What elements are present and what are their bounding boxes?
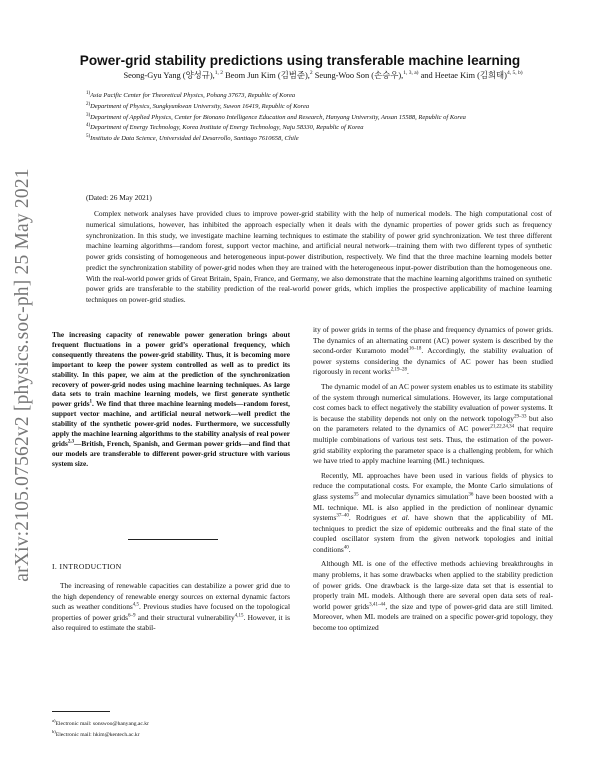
author-name: Beom Jun Kim (김범준), [223,70,310,80]
footnotes [52,717,149,740]
citation: 1 [89,399,93,405]
author-affiliation-mark: 1, 2 [214,70,223,76]
footnote-divider [52,711,110,712]
citation: 40 [343,545,349,551]
citation: 29–33 [513,414,527,420]
paper-title: Power-grid stability predictions using transferable machine learning [79,53,521,68]
affiliation: $^{4)}$Department of Energy Technology, Korea Institute of Energy Technology, Naju 58330, Republic of Korea [86,123,364,132]
affiliation-list [86,90,556,144]
citation: 6–9 [127,613,136,619]
author-affiliation-mark: 2 [309,70,313,76]
citation: 16–18 [408,346,422,352]
footnote: $^{a)}$Electronic mail: sonswoo@hanyang.ac.kr [52,718,149,727]
affiliation: $^{1)}$Asia Pacific Center for Theoretical Physics, Pohang 37673, Republic of Korea [86,91,296,100]
affiliation: $^{3)}$Department of Applied Physics, Center for Bionano Intelligence Education and Research, Hanyang University, Ansan 15588, Republic of Korea [86,112,466,121]
citation: 4,5 [132,602,140,608]
paragraph: Recently, ML approaches have been used in various fields of physics to reduce the computational costs. For example, the Monte Carlo simulations of glass systems$^{35}$ and molecular dynamics simulation$^{36}$ have been boosted with a ML technique. ML is also applied in the prediction of nonlinear dynamic systems$^{37-40}$. Rodrigues et al. have shown that the applicability of ML techniques to predict the size of epidemic outbreaks and the final state of the coupled oscillator system from the given network topologies and initial conditions$^{40}$. [313,470,554,554]
date-line: (Dated: 26 May 2021) [86,193,152,202]
author-affiliation-mark: 1, 3, a) [403,70,419,76]
paragraph: The dynamic model of an AC power system enables us to estimate its stability of the system through numerical simulations. However, its large computational cost comes back to effect negatively the stability evaluation of power systems. It is because the stability depends not only on the network topology$^{29-33}$ but also on the parameters related to the dynamics of AC power$^{21,22,24,34}$ that require multiple combinations of various test sets. Thus, the estimation of the power-grid stability exploring the parameter space is a challenging problem, for which we have tried to apply machine learning (ML) techniques. [313,381,553,466]
citation: 37–40 [336,513,349,519]
paragraph: Although ML is one of the effective methods achieving breakthroughs in many problems, it has some drawbacks when applied to the stability prediction of power grids. One drawback is the large-size data set that is essential to properly train ML models. Although there are several open data sets of real-world power grids$^{3,41-44}$, the size and type of power-grid data are still limited. Moreover, when ML models are trained on a specific power-grid topology, they become too optimized [313,559,553,633]
citation: 35 [353,492,359,498]
author-name: Seung-Woo Son (손승우), [312,70,404,80]
arxiv-identifier: arXiv:2105.07562v2 [physics.soc-ph] 25 May 2021 [12,168,33,582]
lay-summary: The increasing capacity of renewable power generation brings about frequent fluctuations in a power grid’s operational frequency, which consequently threatens the power-grid stability. Thus, it is becoming more important to keep the power system controlled as well as to predict its stability. In this paper, we aim at the prediction of the synchronization recovery of power-grid nodes using machine learning techniques. As large data sets to train machine learning models, we first generate synthetic power grids$^1$. We find that three machine learning models—random forest, support vector machine, and artificial neural network—well predict the stability of the synthetic power-grid nodes. Furthermore, we successfully apply the machine learning algorithms to the stability analysis of real power grids$^{2,3}$—British, French, Spanish, and German power grids—and find that our models are transferable to different power-grid structure with various system size. [52,330,290,468]
citation: 4,15 [234,613,244,619]
author-name: and Heetae Kim (김희태) [418,70,507,80]
paragraph: ity of power grids in terms of the phase and frequency dynamics of power grids. The dynamics of an alternating current (AC) power system is described by the second-order Kuramoto model$^{16-18}$. Accordingly, the stability evaluation of power systems considering the dynamics of AC power has been studied rigorously in recent works$^{2,19-28}$. [313,325,553,377]
citation: 2,19–28 [390,367,408,373]
author-list [84,68,562,81]
intro-right-column [313,325,553,634]
affiliation: $^{5)}$Instituto de Data Science, Universidad del Desarrollo, Santiago 7610658, Chile [86,134,299,143]
citation: 3,41–44 [369,602,386,608]
paragraph: The increasing of renewable capacities can destabilize a power grid due to the high dependency of renewable energy sources on external dynamic factors such as weather conditions$^{4,5}$. Previous studies have focused on the topological properties of power grids$^{6-9}$ and their structural vulnerability$^{4,15}$. However, it is also required to estimate the stabil- [52,581,290,633]
section-heading: I. INTRODUCTION [52,562,122,571]
citation: 21,22,24,34 [490,424,515,430]
intro-left-column [52,581,290,634]
abstract: Complex network analyses have provided clues to improve power-grid stability with the help of numerical models. The high computational cost of numerical simulations, however, has inhibited the approach especially when it deals with the dynamic properties of power grids such as frequency synchronization. In this study, we investigate machine learning techniques to estimate the stability of power grid synchronization. We test three different machine learning algorithms—random forest, support vector machine, and artificial neural network—training them with two different types of synthetic power grids consisting of homogeneous and heterogeneous input-power distribution, respectively. We find that the three machine learning models better predict the synchronization stability of power-grid nodes when they are trained with the heterogeneous input-power distribution than the homogeneous one. With the real-world power grids of Great Britain, Spain, France, and Germany, we also demonstrate that the machine learning algorithms trained on synthetic power grids are transferable to the stability prediction of the real-world power grids, which implies the prospective applicability of machine learning techniques on power-grid studies. [86,209,552,304]
author-name: Seong-Gyu Yang (양성규), [123,70,215,80]
citation: 36 [468,492,474,498]
section-divider [128,539,218,540]
author-affiliation-mark: 4, 5, b) [506,70,523,76]
citation: 2,3 [67,439,75,445]
affiliation: $^{2)}$Department of Physics, Sungkyunkwan University, Suwon 16419, Republic of Korea [86,101,310,110]
footnote: $^{b)}$Electronic mail: hkim@kentech.ac.kr [52,729,140,739]
